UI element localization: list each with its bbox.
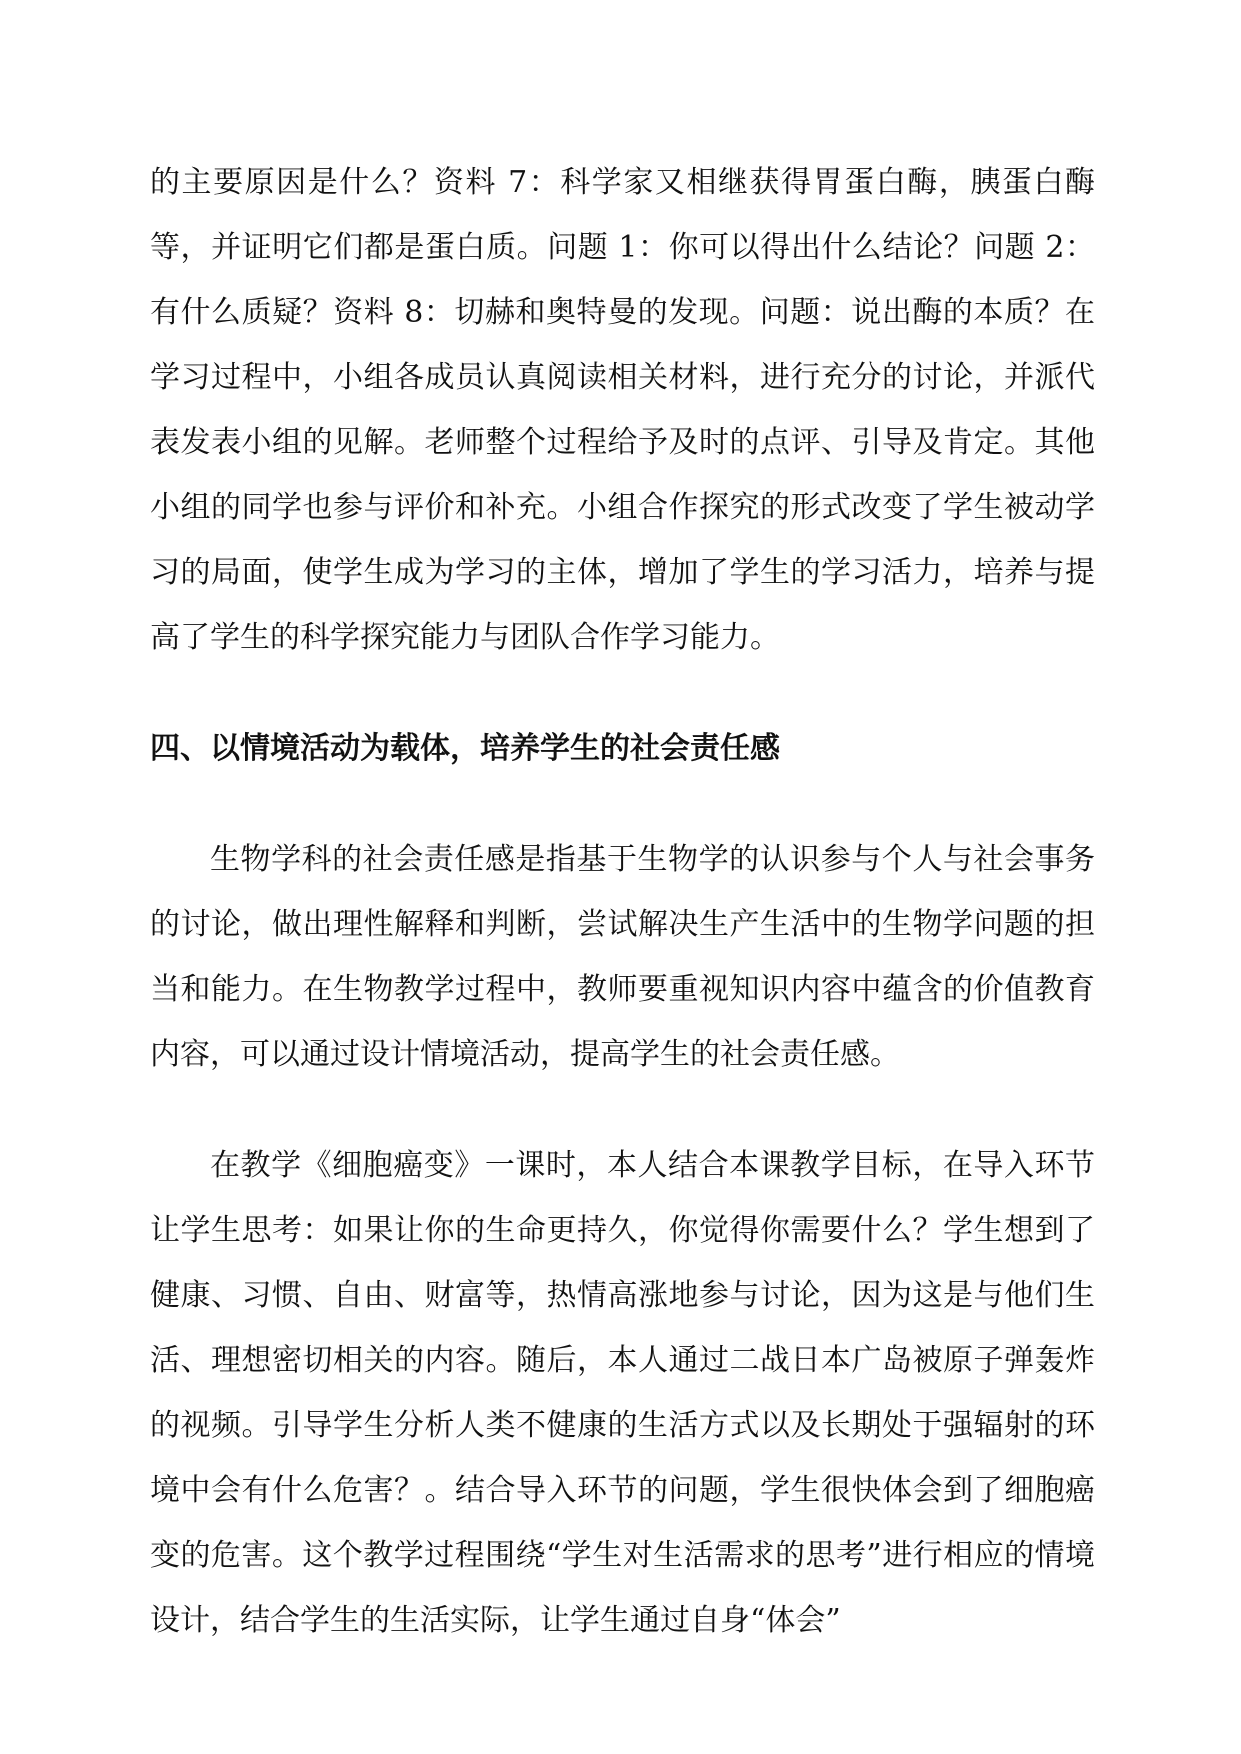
continuation-paragraph: 的主要原因是什么？资料 7：科学家又相继获得胃蛋白酶，胰蛋白酶等，并证明它们都是蛋白质。问题 1：你可以得出什么结论？问题 2：有什么质疑？资料 8：切赫和奥特曼的发现。问题：说出酶的本质？在学习过程中，小组各成员认真阅读相关材料，进行充分的讨论，并派代表发表小组的见解。老师整个过程给予及时的点评、引导及肯定。其他小组的同学也参与评价和补充。小组合作探究的形式改变了学生被动学习的局面，使学生成为学习的主体，增加了学生的学习活力，培养与提高了学生的科学探究能力与团队合作学习能力。 (150, 165, 1095, 655)
section-heading: 四、以情境活动为载体，培养学生的社会责任感 (150, 731, 780, 766)
body-paragraph-social-responsibility: 生物学科的社会责任感是指基于生物学的认识参与个人与社会事务的讨论，做出理性解释和判断，尝试解决生产生活中的生物学问题的担当和能力。在生物教学过程中，教师要重视知识内容中蕴含的价值教育内容，可以通过设计情境活动，提高学生的社会责任感。 (150, 842, 1095, 1072)
body-paragraph-cell-cancer-lesson: 在教学《细胞癌变》一课时，本人结合本课教学目标，在导入环节让学生思考：如果让你的生命更持久，你觉得你需要什么？学生想到了健康、习惯、自由、财富等，热情高涨地参与讨论，因为这是与他们生活、理想密切相关的内容。随后，本人通过二战日本广岛被原子弹轰炸的视频。引导学生分析人类不健康的生活方式以及长期处于强辐射的环境中会有什么危害？。结合导入环节的问题，学生很快体会到了细胞癌变的危害。这个教学过程围绕“学生对生活需求的思考”进行相应的情境设计，结合学生的生活实际，让学生通过自身“体会” (150, 1148, 1095, 1638)
document-page (150, 150, 1095, 1653)
